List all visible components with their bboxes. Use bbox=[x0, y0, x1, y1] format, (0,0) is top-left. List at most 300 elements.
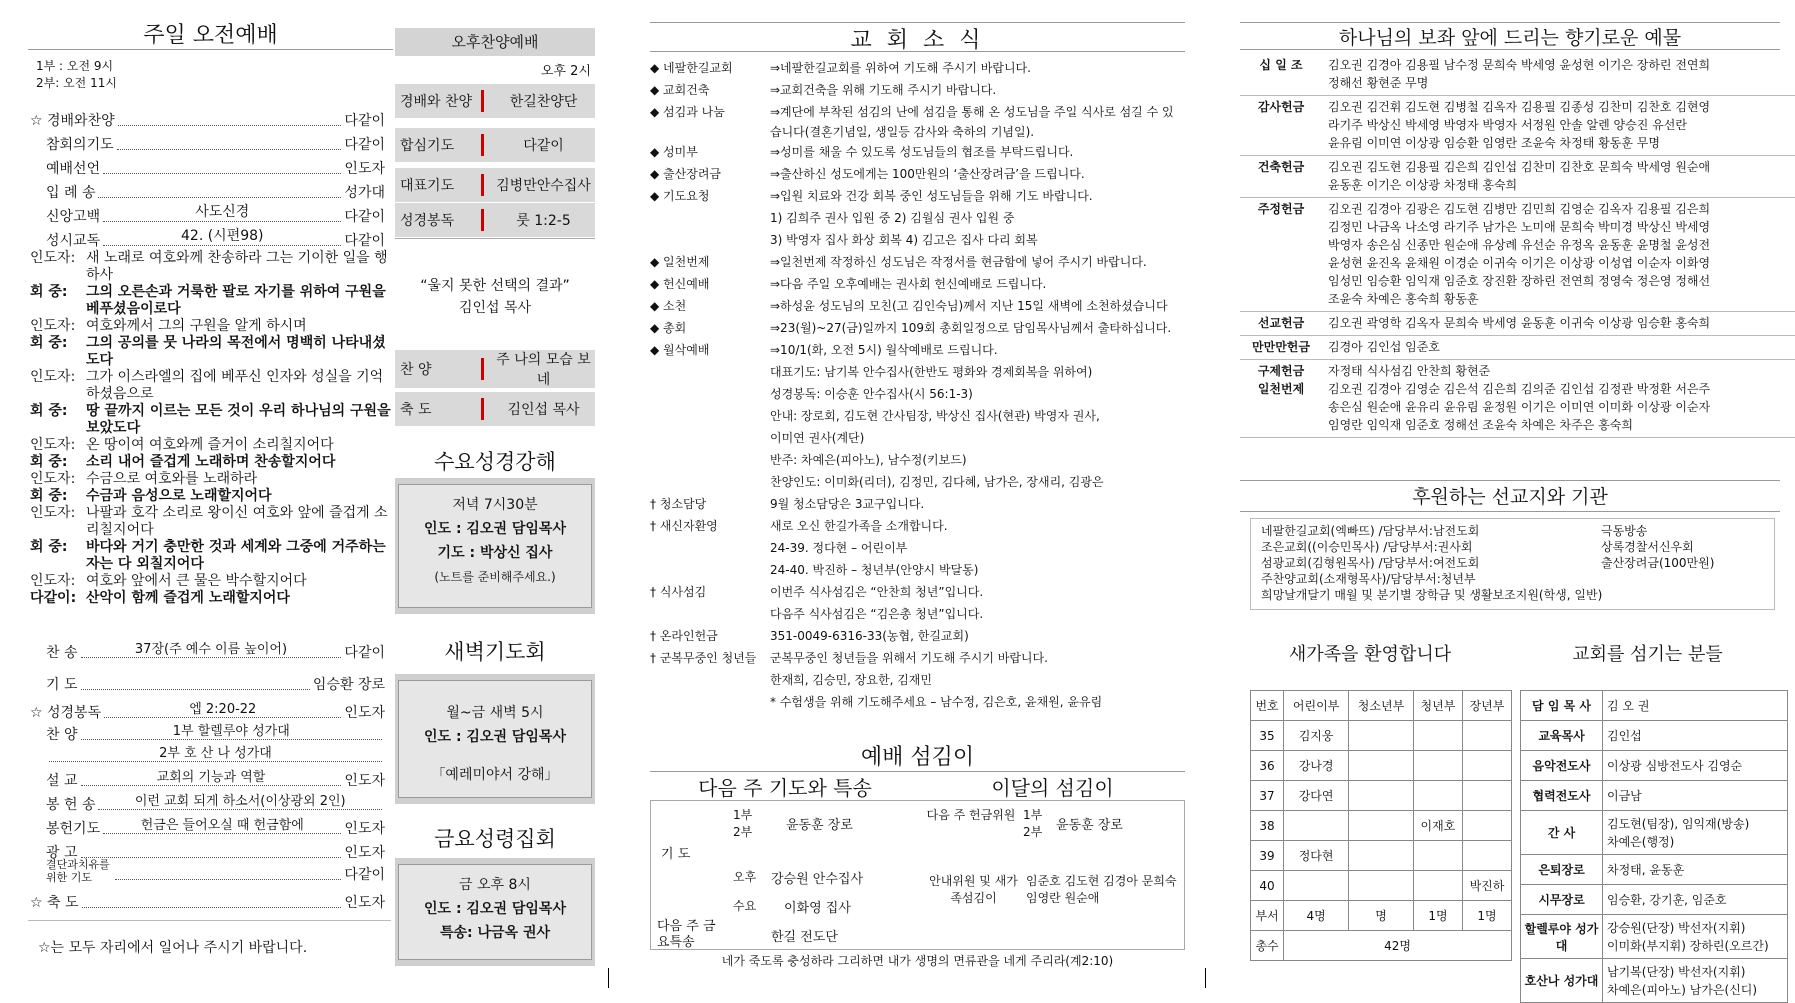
welcome-cell: 이재호 bbox=[1413, 811, 1462, 841]
offering-kind: 선교헌금 bbox=[1257, 316, 1305, 330]
news-label: † 청소담당 bbox=[650, 497, 707, 511]
order-label: 찬 송 bbox=[46, 645, 78, 661]
leader-line bbox=[30, 471, 392, 488]
dotted-leader bbox=[103, 225, 341, 246]
order-label: 예배선언 bbox=[46, 161, 101, 177]
row-value: 룻 1:2-5 bbox=[516, 213, 571, 229]
order-detail: 헌금은 들어오실 때 헌금함에 bbox=[138, 818, 307, 833]
offering-names: 김경아 김인섭 임준호 bbox=[1328, 340, 1440, 354]
order-role: 다같이 bbox=[344, 867, 385, 883]
order-role: 다같이 bbox=[344, 209, 385, 225]
dotted-leader bbox=[103, 814, 341, 834]
news-item bbox=[650, 164, 1185, 184]
sermon-preacher: 김인섭 목사 bbox=[458, 300, 532, 316]
news-text: ⇒출산하신 성도에게는 100만원의 ‘출산장려금’을 드립니다. bbox=[770, 167, 1085, 181]
offering-title: 하나님의 보좌 앞에 드리는 향기로운 예물 bbox=[1240, 22, 1780, 50]
mission-box bbox=[1250, 518, 1775, 610]
welcome-cell bbox=[1462, 721, 1511, 751]
news-item bbox=[650, 362, 1185, 382]
row-value: 한길찬양단 bbox=[509, 94, 578, 110]
news-item bbox=[650, 538, 1185, 558]
dotted-leader bbox=[103, 201, 341, 222]
offering-kind: 감사헌금 bbox=[1257, 100, 1305, 114]
congregation-line bbox=[30, 284, 392, 318]
offering-row bbox=[1240, 200, 1795, 312]
order-role: 인도자 bbox=[344, 705, 385, 721]
staff-row bbox=[1521, 751, 1788, 781]
news-item bbox=[650, 692, 1185, 712]
red-bar bbox=[481, 134, 484, 156]
usher-label: 안내위원 및 새가족섬김이 bbox=[929, 874, 1018, 905]
time-2: 2부: 오전 11시 bbox=[36, 76, 117, 90]
reading-text: 수금과 음성으로 노래할지어다 bbox=[86, 488, 272, 504]
news-item bbox=[650, 450, 1185, 470]
offering-names: 김오권 김도현 김용필 김은희 김인섭 김찬미 김찬호 문희숙 박세영 원순애 윤동훈 이기은 이상광 차정태 홍숙희 bbox=[1328, 160, 1711, 192]
row-value: 다같이 bbox=[523, 138, 564, 154]
order-detail: 1부 할렐루야 성가대 bbox=[170, 724, 293, 739]
congregation-line bbox=[30, 590, 392, 607]
welcome-head-cell: 번호 bbox=[1251, 691, 1284, 721]
welcome-total-label: 총수 bbox=[1251, 931, 1284, 961]
dawn-box bbox=[398, 680, 592, 798]
red-bar bbox=[481, 90, 484, 112]
news-label: ◆ 일천번제 bbox=[650, 255, 710, 269]
news-text: 24-40. 박진하 – 청년부(안양시 박달동) bbox=[770, 563, 979, 577]
congregation-line bbox=[30, 454, 392, 471]
staff-role: 호산나 성가대 bbox=[1521, 959, 1603, 1003]
news-text: 이번주 식사섬김은 “안찬희 청년”입니다. bbox=[770, 585, 984, 599]
fri-box bbox=[398, 864, 592, 960]
offering-kind: 주정헌금 bbox=[1257, 202, 1305, 216]
offering-row bbox=[1240, 56, 1795, 96]
welcome-sum-cell: 1명 bbox=[1462, 901, 1511, 931]
welcome-cell: 40 bbox=[1251, 871, 1284, 901]
news-label: † 새신자환영 bbox=[650, 519, 718, 533]
fri-special-label: 다음 주 금요특송 bbox=[657, 919, 716, 950]
news-item bbox=[650, 252, 1185, 272]
order-item bbox=[30, 204, 385, 226]
welcome-cell bbox=[1349, 811, 1414, 841]
order-item bbox=[30, 672, 385, 694]
order-detail: 2부 호 산 나 성가대 bbox=[156, 746, 275, 761]
staff-role: 시무장로 bbox=[1521, 885, 1603, 915]
staff-names: 이상광 심방전도사 김영순 bbox=[1603, 751, 1788, 781]
row-label: 경배와 찬양 bbox=[400, 94, 473, 110]
news-text: 24-39. 정다현 – 어린이부 bbox=[770, 541, 908, 555]
prayer-v: 이화영 집사 bbox=[784, 901, 851, 916]
welcome-cell: 39 bbox=[1251, 841, 1284, 871]
row-label: 축 도 bbox=[400, 402, 432, 418]
staff-names: 강승원(단장) 박선자(지휘) 이미화(부지휘) 장하린(오르간) bbox=[1603, 915, 1788, 959]
serve-table bbox=[650, 800, 1185, 950]
news-label: ◆ 성미부 bbox=[650, 145, 698, 159]
order-role: 임승환 장로 bbox=[312, 677, 385, 693]
order-label: 기 도 bbox=[46, 677, 78, 693]
order-label: 봉헌기도 bbox=[46, 821, 101, 837]
sermon-block bbox=[395, 238, 595, 348]
order-item bbox=[30, 722, 385, 744]
staff-table bbox=[1520, 690, 1788, 1003]
mission-item: 주찬양교회(소재형목사)/담당부서:청년부 bbox=[1261, 572, 1476, 586]
order-detail: 37장(주 예수 이름 높이어) bbox=[132, 642, 290, 657]
news-item bbox=[650, 384, 1185, 404]
reading-text: 수금으로 여호와를 노래하라 bbox=[86, 471, 258, 487]
order-label: 결단과치유를 위한 기도 bbox=[46, 858, 110, 884]
speaker: 인도자: bbox=[30, 505, 76, 521]
news-item bbox=[650, 80, 1185, 100]
welcome-table bbox=[1250, 690, 1512, 961]
dotted-leader bbox=[81, 638, 342, 658]
offering-row bbox=[1240, 338, 1795, 360]
order-item bbox=[30, 132, 385, 154]
offering-row bbox=[1240, 362, 1795, 438]
news-item bbox=[650, 296, 1185, 316]
reading-text: 산악이 함께 즐겁게 노래할지어다 bbox=[86, 590, 290, 606]
sermon-title: “울지 못한 선택의 결과” bbox=[420, 278, 570, 294]
mission-item: 네팔한길교회(엑빠뜨) /담당부서:남전도회 bbox=[1261, 524, 1480, 538]
fold-line bbox=[1205, 968, 1206, 988]
news-label: ◆ 기도요청 bbox=[650, 189, 710, 203]
welcome-sum-cell: 4명 bbox=[1284, 901, 1349, 931]
fri-line: 금 오후 8시 bbox=[459, 877, 531, 893]
news-label: ◆ 소천 bbox=[650, 299, 687, 313]
afternoon-column bbox=[395, 28, 595, 968]
welcome-cell: 38 bbox=[1251, 811, 1284, 841]
order-item bbox=[30, 816, 385, 838]
order-role: 성가대 bbox=[344, 185, 385, 201]
order-detail: 이런 교회 되게 하소서(이상광외 2인) bbox=[132, 794, 349, 809]
offering-v: 윤동훈 장로 bbox=[1056, 818, 1123, 833]
staff-row bbox=[1521, 915, 1788, 959]
welcome-row bbox=[1251, 871, 1512, 901]
news-text: ⇒입원 치료와 건강 회복 중인 성도님들을 위해 기도 바랍니다. bbox=[770, 189, 1093, 203]
afternoon-row bbox=[395, 84, 595, 118]
row-label: 찬 양 bbox=[400, 362, 432, 378]
welcome-sum-cell: 1명 bbox=[1413, 901, 1462, 931]
wed-line: (노트를 준비해주세요.) bbox=[434, 570, 556, 584]
prayer-v: 윤동훈 장로 bbox=[786, 818, 853, 833]
welcome-cell bbox=[1462, 781, 1511, 811]
order-label: 성시교독 bbox=[46, 233, 101, 249]
dotted-leader bbox=[118, 125, 342, 126]
staff-row bbox=[1521, 855, 1788, 885]
order-role: 다같이 bbox=[344, 113, 385, 129]
order-item bbox=[30, 108, 385, 130]
welcome-head-cell: 장년부 bbox=[1462, 691, 1511, 721]
welcome-cell: 박진하 bbox=[1462, 871, 1511, 901]
speaker: 회 중: bbox=[30, 539, 68, 555]
wed-box bbox=[398, 484, 592, 608]
news-item bbox=[650, 604, 1185, 624]
offering-names: 김오권 김건휘 김도현 김병철 김옥자 김용필 김종성 김찬미 김찬호 김현영 라기주 박상신 박세영 박영자 박영자 서정원 안솔 알렌 양승진 유선란 윤유림 이미연 이상광 임승환 임영란 조윤숙 차정태 황동훈 무명 bbox=[1328, 100, 1711, 150]
news-label: ◆ 섬김과 나눔 bbox=[650, 105, 725, 119]
dawn-line: 월~금 새벽 5시 bbox=[446, 705, 544, 721]
leader-line bbox=[30, 369, 392, 403]
staff-role: 간 사 bbox=[1521, 811, 1603, 855]
welcome-cell bbox=[1413, 871, 1462, 901]
speaker: 인도자: bbox=[30, 318, 76, 334]
staff-row bbox=[1521, 885, 1788, 915]
news-label: ◆ 헌신예배 bbox=[650, 277, 710, 291]
order-label: ☆ 경배와찬양 bbox=[30, 113, 115, 129]
order-role: 인도자 bbox=[344, 845, 385, 861]
news-item bbox=[650, 230, 1185, 250]
welcome-row bbox=[1251, 781, 1512, 811]
order-label: 신앙고백 bbox=[46, 209, 101, 225]
welcome-head-cell: 어린이부 bbox=[1284, 691, 1349, 721]
reading-text: 새 노래로 여호와께 찬송하라 그는 기이한 일을 행하사 bbox=[86, 250, 388, 283]
news-item bbox=[650, 428, 1185, 448]
welcome-sum bbox=[1251, 901, 1512, 931]
staff-row bbox=[1521, 811, 1788, 855]
staff-role: 담 임 목 사 bbox=[1521, 691, 1603, 721]
news-text: 이미연 권사(계단) bbox=[770, 431, 865, 445]
news-item bbox=[650, 102, 1185, 142]
news-title: 교 회 소 식 bbox=[650, 22, 1185, 52]
mission-item: 섬광교회(김형원목사) /담당부서:여전도회 bbox=[1261, 556, 1480, 570]
welcome-cell: 강나경 bbox=[1284, 751, 1349, 781]
news-text: 대표기도: 남기복 안수집사(한반도 평화와 경제회복을 위하여) bbox=[770, 365, 1093, 379]
leader-line bbox=[30, 437, 392, 454]
fri-line: 인도 : 김오권 담임목사 bbox=[424, 901, 566, 917]
row-label: 대표기도 bbox=[400, 178, 455, 194]
news-text: 새로 오신 한길가족을 소개합니다. bbox=[770, 519, 948, 533]
news-item bbox=[650, 340, 1185, 360]
dotted-leader bbox=[117, 149, 342, 150]
staff-names: 이금남 bbox=[1603, 781, 1788, 811]
serve-title: 예배 섬김이 bbox=[650, 740, 1185, 772]
order-label: 찬 양 bbox=[46, 727, 78, 743]
order-label: ☆ 성경봉독 bbox=[30, 705, 102, 721]
welcome-cell: 37 bbox=[1251, 781, 1284, 811]
bible-verse: 네가 죽도록 충성하라 그리하면 내가 생명의 면류관을 네게 주리라(계2:10) bbox=[721, 954, 1114, 968]
leader-line bbox=[30, 318, 392, 335]
news-text: 한재희, 김승민, 장요한, 김재민 bbox=[770, 673, 932, 687]
news-label: † 식사섬김 bbox=[650, 585, 707, 599]
wed-title: 수요성경강해 bbox=[434, 450, 556, 474]
welcome-head-cell: 청소년부 bbox=[1349, 691, 1414, 721]
mission-item: 상록경찰서신우회 bbox=[1601, 540, 1694, 554]
welcome-cell bbox=[1413, 781, 1462, 811]
welcome-cell bbox=[1349, 841, 1414, 871]
news-item bbox=[650, 208, 1185, 228]
order-role: 인도자 bbox=[344, 895, 385, 911]
order-item bbox=[30, 156, 385, 178]
wed-line: 인도 : 김오권 담임목사 bbox=[424, 521, 566, 537]
welcome-cell: 35 bbox=[1251, 721, 1284, 751]
row-label: 합심기도 bbox=[400, 138, 455, 154]
reading-text: 땅 끝까지 이르는 모든 것이 우리 하나님의 구원을 보았도다 bbox=[86, 403, 391, 436]
welcome-cell bbox=[1462, 751, 1511, 781]
order-role: 인도자 bbox=[344, 161, 385, 177]
welcome-cell bbox=[1413, 751, 1462, 781]
leader-line bbox=[30, 505, 392, 539]
welcome-cell bbox=[1349, 871, 1414, 901]
welcome-row bbox=[1251, 811, 1512, 841]
dotted-leader bbox=[81, 720, 383, 740]
news-text: 다음주 식사섬김은 “김은총 청년”입니다. bbox=[770, 607, 984, 621]
offering-kind: 십 일 조 bbox=[1259, 58, 1303, 72]
reading-text: 그의 공의를 뭇 나라의 목전에서 명백히 나타내셨도다 bbox=[86, 335, 386, 368]
mission-right bbox=[1601, 523, 1714, 571]
news-item bbox=[650, 516, 1185, 536]
order-label: 봉 헌 송 bbox=[46, 797, 96, 813]
welcome-cell bbox=[1462, 811, 1511, 841]
speaker: 회 중: bbox=[30, 284, 68, 300]
congregation-line bbox=[30, 488, 392, 505]
staff-role: 할렐루야 성가대 bbox=[1521, 915, 1603, 959]
staff-row bbox=[1521, 721, 1788, 751]
order-item bbox=[30, 700, 385, 722]
order-detail: 42. (시편98) bbox=[177, 228, 268, 244]
speaker: 인도자: bbox=[30, 573, 76, 589]
row-value: 주 나의 모습 보네 bbox=[496, 352, 591, 388]
dotted-leader bbox=[81, 689, 310, 690]
fri-special: 한길 전도단 bbox=[771, 930, 838, 945]
prayer-v: 강승원 안수집사 bbox=[771, 872, 864, 887]
news-label: ◆ 출산장려금 bbox=[650, 167, 722, 181]
news-item bbox=[650, 626, 1185, 646]
offering-names: 김오권 김경아 김광은 김도현 김병만 김민희 김영순 김옥자 김용필 김은희 김정민 나금옥 나소영 라기주 남가은 노미애 문희숙 박미경 박상신 박세영 박영자 송은심 신종만 원순애 유상례 유선순 유정옥 윤동훈 윤명철 윤성전 윤성현 윤진옥 윤채원 이경순 이귀숙 이기은 이상광 이성엽 이순자 이화영 임성민 임승환 임익재 임준호 장진환 장하린 전연희 정영숙 정은영 정해선 조윤숙 차예은 홍숙희 황동훈 bbox=[1328, 202, 1711, 306]
staff-row bbox=[1521, 959, 1788, 1003]
news-label: ◆ 월삭예배 bbox=[650, 343, 710, 357]
mission-item: 조은교회((이승민목사) /담당부서:권사회 bbox=[1261, 540, 1473, 554]
speaker: 인도자: bbox=[30, 250, 76, 266]
wed-line: 기도 : 박상신 집사 bbox=[437, 545, 553, 561]
staff-role: 은퇴장로 bbox=[1521, 855, 1603, 885]
prayer-k: 수요 bbox=[733, 899, 757, 913]
order-label: ☆ 축 도 bbox=[30, 895, 79, 911]
order-detail: 엡 2:20-22 bbox=[186, 702, 259, 717]
welcome-sum-cell: 부서 bbox=[1251, 901, 1284, 931]
offering-names: 자정태 식사섬김 안찬희 황현준 김오권 김경아 김영순 김은석 김은희 김의준 김인섭 김정관 박정환 서은주 송은심 원순애 윤유리 윤유림 윤정원 이기은 이미연 이미화 이상광 이순자 임영란 임익재 임준호 정해선 조윤숙 차예은 차주은 홍숙희 bbox=[1328, 364, 1711, 432]
dotted-leader bbox=[98, 197, 341, 198]
order-item bbox=[30, 768, 385, 790]
order-item bbox=[30, 858, 385, 884]
offering-label: 다음 주 헌금위원 bbox=[926, 808, 1016, 822]
news-text: 군복무중인 청년들을 위해서 기도해 주시기 바랍니다. bbox=[770, 651, 1048, 665]
offering-kind: 건축헌금 bbox=[1257, 160, 1305, 174]
dotted-leader bbox=[103, 173, 341, 174]
news-item bbox=[650, 58, 1185, 78]
afternoon-row bbox=[395, 128, 595, 162]
news-label: ◆ 교회건축 bbox=[650, 83, 710, 97]
dotted-leader bbox=[81, 857, 342, 858]
order-detail: 사도신경 bbox=[191, 204, 253, 220]
wed-line: 저녁 7시30분 bbox=[452, 497, 538, 513]
order-item bbox=[30, 228, 385, 250]
order-role: 다같이 bbox=[344, 645, 385, 661]
congregation-line bbox=[30, 335, 392, 369]
dawn-line: 「예레미야서 강해」 bbox=[431, 767, 559, 783]
welcome-cell bbox=[1284, 871, 1349, 901]
afternoon-time: 오후 2시 bbox=[540, 64, 591, 79]
welcome-cell: 강다연 bbox=[1284, 781, 1349, 811]
order-role: 다같이 bbox=[344, 233, 385, 249]
order-item bbox=[30, 180, 385, 202]
news-item bbox=[650, 582, 1185, 602]
reading-text: 소리 내어 즐겁게 노래하며 찬송할지어다 bbox=[86, 454, 336, 470]
news-text: 반주: 차예은(피아노), 남수정(키보드) bbox=[770, 453, 967, 467]
fri-line: 특송: 나금옥 권사 bbox=[439, 925, 550, 941]
speaker: 다같이: bbox=[30, 590, 77, 606]
staff-role: 협력전도사 bbox=[1521, 781, 1603, 811]
offering-kind: 만만만헌금 bbox=[1252, 340, 1310, 354]
prayer-label: 기 도 bbox=[661, 847, 691, 862]
reading-text: 바다와 거기 충만한 것과 세계와 그중에 거주하는 자는 다 외칠지어다 bbox=[86, 539, 386, 572]
welcome-head-cell: 청년부 bbox=[1413, 691, 1462, 721]
row-value: 김병만안수집사 bbox=[496, 178, 591, 194]
speaker: 회 중: bbox=[30, 335, 68, 351]
dotted-leader bbox=[98, 790, 382, 810]
welcome-cell bbox=[1413, 841, 1462, 871]
news-text: 찬양인도: 이미화(리더), 김정민, 김다혜, 남가은, 장새리, 김광은 bbox=[770, 475, 1104, 489]
welcome-row bbox=[1251, 721, 1512, 751]
welcome-total-value: 42명 bbox=[1284, 931, 1512, 961]
offering-row bbox=[1240, 158, 1795, 198]
staff-names: 김 오 권 bbox=[1603, 691, 1788, 721]
row-value: 김인섭 목사 bbox=[507, 402, 580, 418]
welcome-cell bbox=[1413, 721, 1462, 751]
staff-names: 김도현(팀장), 임익재(방송) 차예은(행정) bbox=[1603, 811, 1788, 855]
welcome-cell bbox=[1349, 781, 1414, 811]
leader-line bbox=[30, 573, 392, 590]
news-item bbox=[650, 142, 1185, 162]
speaker: 인도자: bbox=[30, 369, 76, 385]
dotted-leader bbox=[49, 742, 382, 762]
welcome-title: 새가족을 환영합니다 bbox=[1288, 644, 1452, 665]
news-text: ⇒성미를 채울 수 있도록 성도님들의 협조를 부탁드립니다. bbox=[770, 145, 1074, 159]
order-item bbox=[30, 890, 385, 912]
fold-line bbox=[608, 968, 609, 988]
staff-row bbox=[1521, 691, 1788, 721]
speaker: 인도자: bbox=[30, 437, 76, 453]
news-text: 9월 청소담당은 3교구입니다. bbox=[770, 497, 925, 511]
order-label: 광 고 bbox=[46, 845, 78, 861]
reading-text: 그가 이스라엘의 집에 베푸신 인자와 성실을 기억하셨음으로 bbox=[86, 369, 384, 402]
welcome-total bbox=[1251, 931, 1512, 961]
mission-left bbox=[1261, 523, 1602, 603]
welcome-header bbox=[1251, 691, 1512, 721]
news-text: * 수험생을 위해 기도해주세요 – 남수정, 김은호, 윤채원, 윤유림 bbox=[770, 695, 1103, 709]
dawn-title: 새벽기도회 bbox=[444, 640, 546, 664]
order-label: 설 교 bbox=[46, 773, 78, 789]
staff-names: 임승환, 강기훈, 임준호 bbox=[1603, 885, 1788, 915]
news-text: ⇒일천번제 작정하신 성도님은 작정서를 현금함에 넣어 주시기 바랍니다. bbox=[770, 255, 1147, 269]
news-item bbox=[650, 670, 1185, 690]
news-text: 351-0049-6316-33(농협, 한길교회) bbox=[770, 629, 969, 643]
afternoon-row bbox=[395, 350, 595, 388]
offering-names: 김오권 곽영학 김옥자 문희숙 박세영 윤동훈 이귀숙 이상광 임승환 홍숙희 bbox=[1328, 316, 1711, 330]
order-role: 인도자 bbox=[344, 773, 385, 789]
staff-names: 김인섭 bbox=[1603, 721, 1788, 751]
order-item bbox=[30, 640, 385, 662]
welcome-row bbox=[1251, 751, 1512, 781]
news-text: 안내: 장로회, 김도현 간사팀장, 박상신 집사(현관) 박영자 권사, bbox=[770, 409, 1100, 423]
reading-text: 여호와 앞에서 큰 물은 박수할지어다 bbox=[86, 573, 307, 589]
staff-names: 차정태, 윤동훈 bbox=[1603, 855, 1788, 885]
news-item bbox=[650, 406, 1185, 426]
news-text: ⇒교회건축을 위해 기도해 주시기 바랍니다. bbox=[770, 83, 997, 97]
red-bar bbox=[481, 209, 484, 231]
reading-text: 그의 오른손과 거룩한 팔로 자기를 위하여 구원을 베푸셨음이로다 bbox=[86, 284, 386, 317]
afternoon-title: 오후찬양예배 bbox=[395, 28, 595, 56]
staff-title: 교회를 섬기는 분들 bbox=[1572, 644, 1723, 665]
red-bar bbox=[481, 358, 484, 380]
staff-names: 남기복(단장) 박선자(지휘) 차예은(피아노) 남가은(신디) bbox=[1603, 959, 1788, 1003]
speaker: 인도자: bbox=[30, 471, 76, 487]
welcome-row bbox=[1251, 841, 1512, 871]
